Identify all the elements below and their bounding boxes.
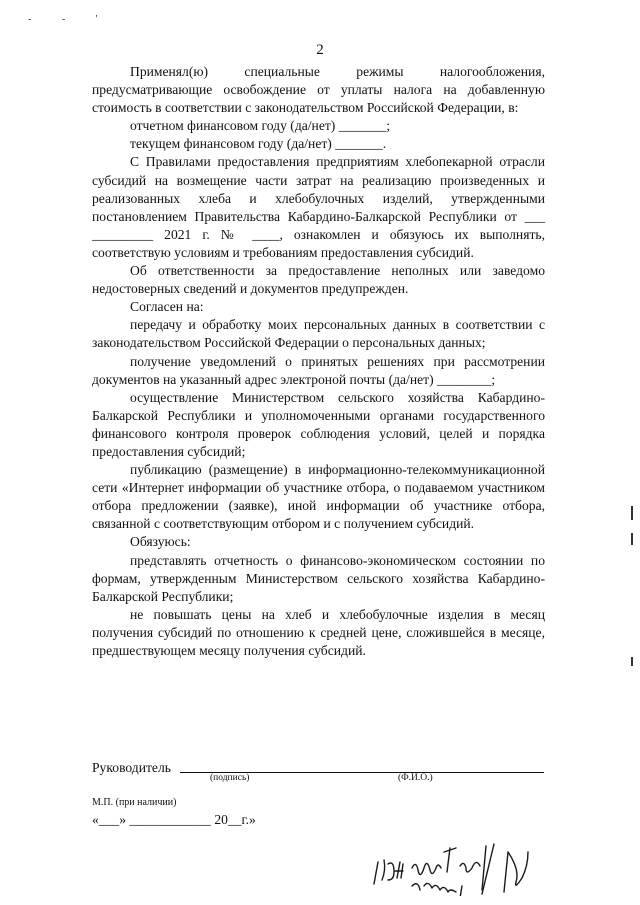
date-line: «___» ____________ 20__г.» — [92, 812, 256, 827]
margin-mark — [631, 657, 633, 666]
head-label: Руководитель — [92, 760, 171, 775]
paragraph-consent-heading: Согласен на: — [130, 299, 204, 315]
signature-caption: (подпись) — [210, 773, 250, 783]
paragraph-tax-regimes: Применял(ю) специальные режимы налогообложения, предусматривающие освобождение от уплаты налога на добавленную стоимость в соответствии с законодательством Российской Федерации, в: — [92, 64, 545, 116]
margin-mark — [631, 533, 633, 545]
signature-row — [92, 760, 552, 794]
paragraph-responsibility: Об ответственности за предоставление неполных или заведомо недостоверных сведений и документов предупрежден. — [92, 263, 545, 297]
margin-mark — [631, 506, 633, 520]
name-caption: (Ф.И.О.) — [398, 773, 433, 783]
stamp-place-label: М.П. (при наличии) — [92, 797, 177, 808]
paragraph-rules: С Правилами предоставления предприятиям хлебопекарной отрасли субсидий на возмещение части затрат на реализацию произведенных и реализованных хлеба и хлебобулочных изделий, утвержденными постановлением Правительства Кабардино-Балкарской Республики от ___ _________ 2021 г. № ____, ознакомлен и обязуюсь их выполнять, соответствую условиям и требованиям предоставления субсидий. — [92, 154, 545, 260]
document-body — [92, 63, 545, 660]
item-notifications: получение уведомлений о принятых решениях при рассмотрении документов на указанный адрес электроной почты (да/нет) ________; — [92, 353, 545, 387]
item-current-year: текущем финансовом году (да/нет) _______. — [130, 136, 387, 152]
item-publication: публикацию (размещение) в информационно-телекоммуникационной сети «Интернет информации об участнике отбора, о подаваемом участником отбора предложении (заявке), иной информации об участнике отбора, связанной с соответствующим отбором и с получением субсидий. — [92, 462, 545, 532]
corner-marks: - - ' — [28, 14, 112, 25]
paragraph-obligations-heading: Обязуюсь: — [130, 534, 191, 550]
item-prices: не повышать цены на хлеб и хлебобулочные изделия в месяц получения субсидий по отношению к средней цене, сложившейся в месяце, предшествующем месяцу получения субсидий. — [92, 606, 545, 658]
item-personal-data: передачу и обработку моих персональных данных в соответствии с законодательством Российской Федерации о персональных данных; — [92, 317, 545, 351]
item-reporting: представлять отчетность о финансово-экономическом состоянии по формам, утвержденным Министерством сельского хозяйства Кабардино-Балкарской Республики; — [92, 552, 545, 604]
item-reporting-year: отчетном финансовом году (да/нет) _______; — [130, 118, 391, 134]
handwritten-signature — [368, 832, 558, 896]
item-inspections: осуществление Министерством сельского хозяйства Кабардино-Балкарской Республики и уполномоченными органами государственного финансового контроля проверок соблюдения условий, целей и порядка предоставления субсидий; — [92, 389, 545, 459]
page-number: 2 — [316, 42, 324, 58]
